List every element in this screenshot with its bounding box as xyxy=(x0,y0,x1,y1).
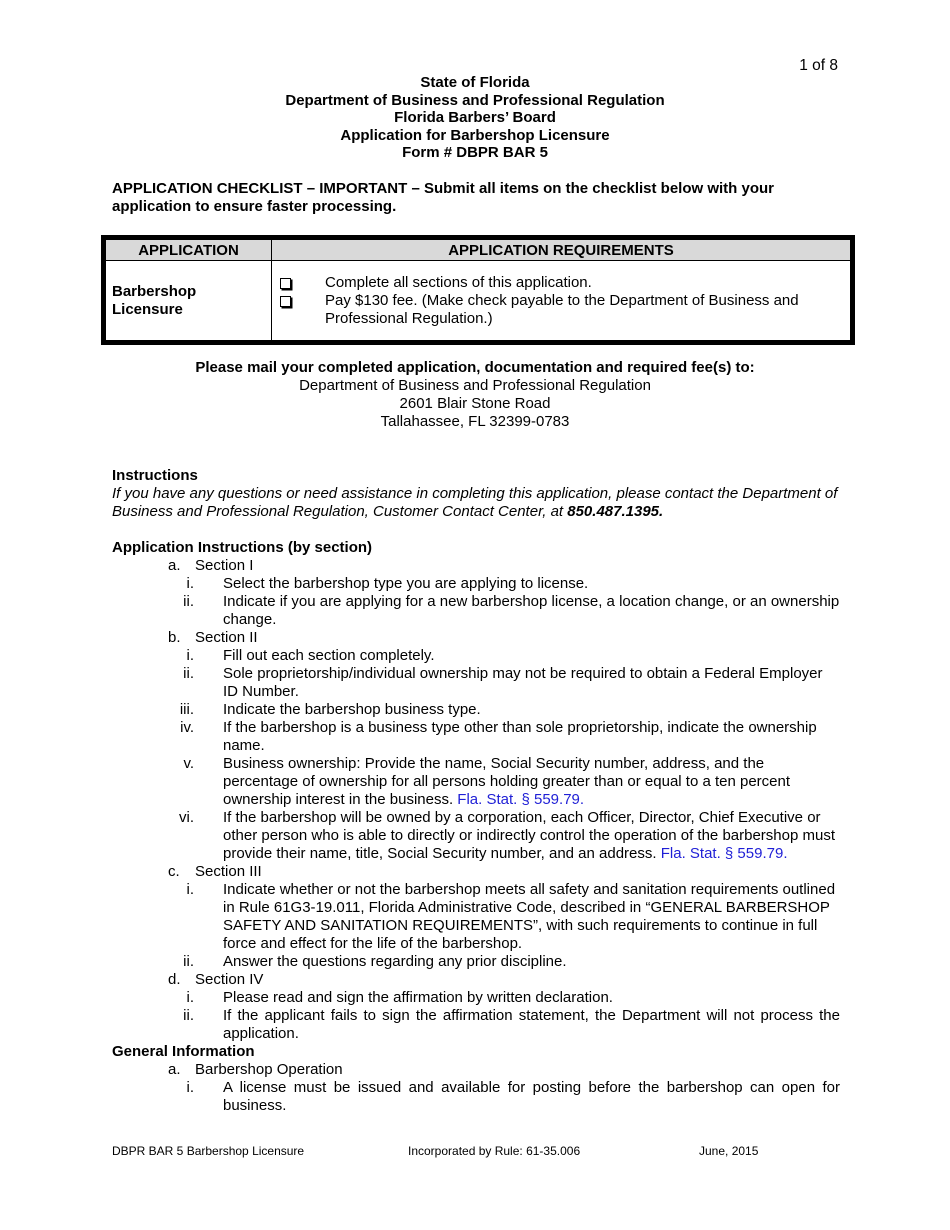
document-header xyxy=(0,74,950,162)
statute-link[interactable]: Fla. Stat. § 559.79. xyxy=(660,845,788,862)
page-number: 1 of 8 xyxy=(799,57,838,74)
checkbox-icon[interactable] xyxy=(280,278,291,289)
instructions-text xyxy=(112,485,838,521)
instruction-item: i. A license must be issued and available for posting before the barbershop can open for business. xyxy=(186,1079,840,1114)
footer-rule: Incorporated by Rule: 61-35.006 xyxy=(408,1144,581,1158)
instruction-item: i. Indicate whether or not the barbershop meets all safety and sanitation requirements outlined in Rule 61G3-19.011, Florida Administrative Code, described in “GENERAL BARBERSHOP SAFETY AND SANITATION REQUIREMENTS”, with such requirements to continue in full force and effect for the life of the barbershop. xyxy=(186,881,836,952)
section-heading: b. Section II xyxy=(168,629,258,646)
table-header-application: APPLICATION xyxy=(106,240,272,261)
header-form-number: Form # DBPR BAR 5 xyxy=(402,144,548,162)
instruction-item: v. Business ownership: Provide the name, Social Security number, address, and the percentage of ownership for all persons holding greater than or equal to a ten percent ownership interest in the business. Fla. Stat. § 559.79. xyxy=(183,755,791,808)
requirements-cell xyxy=(272,261,851,341)
instruction-item: ii. If the applicant fails to sign the affirmation statement, the Department will not process the application. xyxy=(183,1007,840,1042)
instructions-title: Instructions xyxy=(112,467,198,484)
mail-heading: Please mail your completed application, documentation and required fee(s) to: xyxy=(195,359,755,376)
instructions-block xyxy=(112,467,838,521)
footer-date: June, 2015 xyxy=(699,1144,759,1158)
requirement-item xyxy=(280,292,846,328)
footer-form-name: DBPR BAR 5 Barbershop Licensure xyxy=(112,1144,305,1158)
application-instructions xyxy=(112,539,840,1115)
header-board: Florida Barbers’ Board xyxy=(394,109,556,127)
section-heading: d. Section IV xyxy=(168,971,264,988)
header-state: State of Florida xyxy=(420,74,530,91)
requirement-text: Complete all sections of this application. xyxy=(325,273,592,291)
instruction-item: ii. Sole proprietorship/individual ownership may not be required to obtain a Federal Employer ID Number. xyxy=(183,665,823,700)
mail-recipient: Department of Business and Professional Regulation xyxy=(299,377,651,394)
mail-street: 2601 Blair Stone Road xyxy=(399,395,551,412)
contact-phone: 850.487.1395. xyxy=(567,503,664,520)
instruction-item: i. Please read and sign the affirmation by written declaration. xyxy=(186,989,613,1006)
header-application-title: Application for Barbershop Licensure xyxy=(340,126,610,144)
section-heading: a. Section I xyxy=(168,557,254,574)
instruction-item: iii. Indicate the barbershop business type. xyxy=(179,701,481,718)
section-heading: a. Barbershop Operation xyxy=(168,1061,343,1078)
table-header-requirements: APPLICATION REQUIREMENTS xyxy=(272,240,851,261)
checklist-title: APPLICATION CHECKLIST – IMPORTANT – Submit all items on the checklist below with your application to ensure faster processing. xyxy=(112,180,775,215)
mailing-address-block xyxy=(0,359,950,431)
instruction-item: i. Fill out each section completely. xyxy=(186,647,435,664)
requirement-text: Pay $130 fee. (Make check payable to the Department of Business and Professional Regulation.) xyxy=(325,291,799,327)
mail-city: Tallahassee, FL 32399-0783 xyxy=(380,413,570,430)
instructions-body: If you have any questions or need assistance in completing this application, please contact the Department of Business and Professional Regulation, Customer Contact Center, at xyxy=(112,485,838,520)
requirement-item xyxy=(280,274,846,292)
instruction-item: i. Select the barbershop type you are applying to license. xyxy=(186,575,589,592)
section-heading: c. Section III xyxy=(168,863,262,880)
general-info-title: General Information xyxy=(112,1043,255,1060)
header-department: Department of Business and Professional Regulation xyxy=(285,91,665,109)
license-type-cell: Barbershop Licensure xyxy=(106,261,272,341)
statute-link[interactable]: Fla. Stat. § 559.79. xyxy=(457,791,585,808)
requirements-table xyxy=(101,235,855,345)
instruction-item: ii. Answer the questions regarding any prior discipline. xyxy=(183,953,567,970)
instruction-item: iv. If the barbershop is a business type other than sole proprietorship, indicate the ownership name. xyxy=(180,719,817,754)
app-instructions-title: Application Instructions (by section) xyxy=(112,539,373,556)
instruction-item: vi. If the barbershop will be owned by a corporation, each Officer, Director, Chief Executive or other person who is able to directly or indirectly control the operation of the barbershop must provide their name, title, Social Security number, and an address. Fla. Stat. § 559.79. xyxy=(179,809,835,862)
instruction-item: ii. Indicate if you are applying for a new barbershop license, a location change, or an ownership change. xyxy=(183,593,840,628)
checkbox-icon[interactable] xyxy=(280,296,291,307)
